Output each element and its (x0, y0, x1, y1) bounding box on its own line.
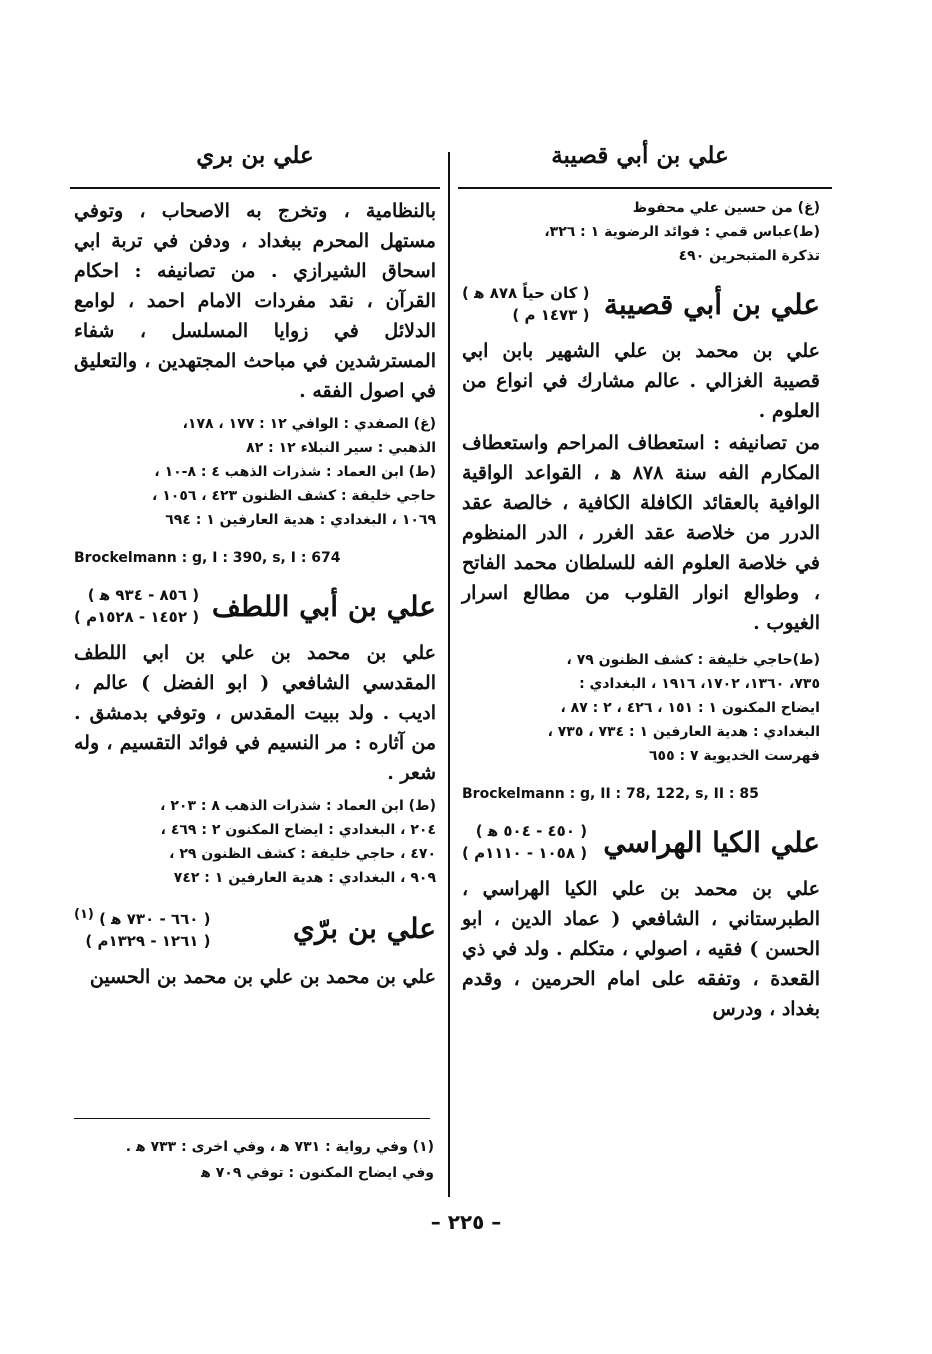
entry-name: علي بن أبي اللطف (211, 589, 436, 623)
reference-line: (غ) من حسين علي محفوظ (632, 200, 820, 216)
dates-gregorian: ( ١٤٥٢ - ١٥٢٨م ) (74, 608, 200, 626)
footnote-rule (74, 1118, 430, 1119)
entry-paragraph: علي بن محمد بن علي بن محمد بن الحسين (89, 966, 436, 988)
reference-line: فهرست الخديوية ٧ : ٦٥٥ (648, 748, 820, 764)
dates-gregorian: ( ١٤٧٣ م ) (512, 306, 590, 324)
reference-line: ٧٣٥، ١٣٦٠، ١٧٠٢، ١٩١٦ ، البغدادي : (579, 676, 820, 692)
entry-dates (74, 904, 210, 952)
dates-hijri: ( كان حياً ٨٧٨ ﻫ ) (462, 284, 590, 302)
entry-paragraph: علي بن محمد بن علي الشهير بابن ابي قصيبة الغزالي . عالم مشارك في انواع من العلوم . (462, 340, 820, 422)
reference-line: (ط) ابن العماد : شذرات الذهب ٨ : ٢٠٣ ، (160, 798, 436, 814)
entry-paragraph: من تصانيفه : استعطاف المراحم واستعطاف المكارم الفه سنة ٨٧٨ ﻫ ، القواعد الواقية الوافية بالعقائد الكافلة الكافية ، خالصة عقد الدرر من خلاصة عقد الغرر ، الدر المنظوم في خلاصة العلوم الفه للسلطان محمد الفاتح ، وطوالع انوار القلوب من مطالع اسرار الغيوب . (462, 432, 821, 634)
entry-heading (462, 820, 820, 864)
latin-reference: Brockelmann : g, I : 390, s, I : 674 (74, 550, 341, 566)
footnote-marker: (١) (74, 907, 94, 922)
reference-line: ٩٠٩ ، البغدادي : هدية العارفين ١ : ٧٤٢ (173, 870, 436, 886)
entry-paragraph: علي بن محمد بن علي بن ابي اللطف المقدسي الشافعي ( ابو الفضل ) عالم ، اديب . ولد ببيت المقدس ، وتوفي بدمشق . من آثاره : مر النسيم في فوائد التقسيم ، وله شعر . (74, 642, 436, 784)
reference-line: ايضاح المكنون ١ : ١٥١ ، ٤٢٦ ، ٢ : ٨٧ ، (560, 700, 820, 716)
reference-line: ١٠٦٩ ، البغدادي : هدية العارفين ١ : ٦٩٤ (165, 512, 436, 528)
entry-heading (462, 282, 820, 326)
reference-line: (ط)حاجي خليفة : كشف الظنون ٧٩ ، (566, 652, 820, 668)
header-rule-left (70, 187, 440, 189)
entry-paragraph: بالنظامية ، وتخرج به الاصحاب ، وتوفي مستهل المحرم ببغداد ، ودفن في تربة ابي اسحاق الشيرازي . من تصانيفه : احكام القرآن ، نقد مفردات الامام احمد ، لوامع الدلائل في زوايا المسلسل ، شفاء المسترشدين في مباحث المجتهدين ، والتعليق في اصول الفقه . (74, 200, 436, 402)
right-running-head: علي بن أبي قصيبة (551, 142, 729, 169)
left-column (74, 196, 436, 994)
column-divider (448, 152, 450, 1197)
entry-dates (462, 820, 587, 864)
dates-hijri: ( ٦٦٠ - ٧٣٠ ﻫ ) (99, 910, 211, 928)
reference-line: (ط)عباس قمي : فوائد الرضوية ١ : ٣٢٦، (544, 224, 820, 240)
footnote-line: وفي ايضاح المكنون : توفي ٧٠٩ ﻫ (201, 1165, 434, 1181)
reference-line: (ط) ابن العماد : شذرات الذهب ٤ : ٨-١٠ ، (154, 464, 436, 480)
entry-paragraph: علي بن محمد بن علي الكيا الهراسي ، الطبرستاني ، الشافعي ( عماد الدين ، ابو الحسن ) فقيه ، اصولي ، متكلم . ولد في ذي القعدة ، وتفقه على امام الحرمين ، وقدم بغداد ، ودرس (462, 878, 820, 1020)
right-column (462, 196, 820, 1026)
left-running-head: علي بن بري (196, 142, 314, 169)
reference-line: البغدادي : هدية العارفين ١ : ٧٣٤ ، ٧٣٥ ، (547, 724, 820, 740)
reference-line: ٢٠٤ ، البغدادي : ايضاح المكنون ٢ : ٤٦٩ ، (160, 822, 436, 838)
dates-gregorian: ( ١٢٦١ - ١٣٢٩م ) (85, 932, 211, 950)
entry-dates (74, 584, 199, 628)
entry-name: علي بن برّي (292, 911, 436, 945)
reference-line: ٤٧٠ ، حاجي خليفة : كشف الظنون ٢٩ ، (169, 846, 436, 862)
reference-line: (غ) الصفدي : الوافي ١٢ : ١٧٧ ، ١٧٨، (182, 416, 436, 432)
entry-heading (74, 904, 436, 952)
entry-heading (74, 584, 436, 628)
entry-dates (462, 282, 589, 326)
entry-name: علي الكيا الهراسي (603, 825, 820, 859)
footnote (74, 1134, 434, 1186)
page-number: – ٢٢٥ – (430, 1210, 502, 1234)
dates-hijri: ( ٤٥٠ - ٥٠٤ ﻫ ) (475, 822, 588, 840)
dates-gregorian: ( ١٠٥٨ - ١١١٠م ) (462, 844, 588, 862)
reference-line: الذهبي : سير النبلاء ١٢ : ٨٢ (246, 440, 436, 456)
reference-line: حاجي خليفة : كشف الظنون ٤٢٣ ، ١٠٥٦ ، (152, 488, 436, 504)
entry-name: علي بن أبي قصيبة (603, 287, 820, 321)
latin-reference: Brockelmann : g, II : 78, 122, s, II : 85 (462, 786, 759, 802)
footnote-line: (١) وفي رواية : ٧٣١ ﻫ ، وفي اخرى : ٧٣٣ ﻫ . (125, 1139, 434, 1155)
dates-hijri: ( ٨٥٦ - ٩٣٤ ﻫ ) (87, 586, 200, 604)
reference-line: تذكرة المتبحرين ٤٩٠ (678, 248, 820, 264)
header-rule-right (458, 187, 832, 189)
